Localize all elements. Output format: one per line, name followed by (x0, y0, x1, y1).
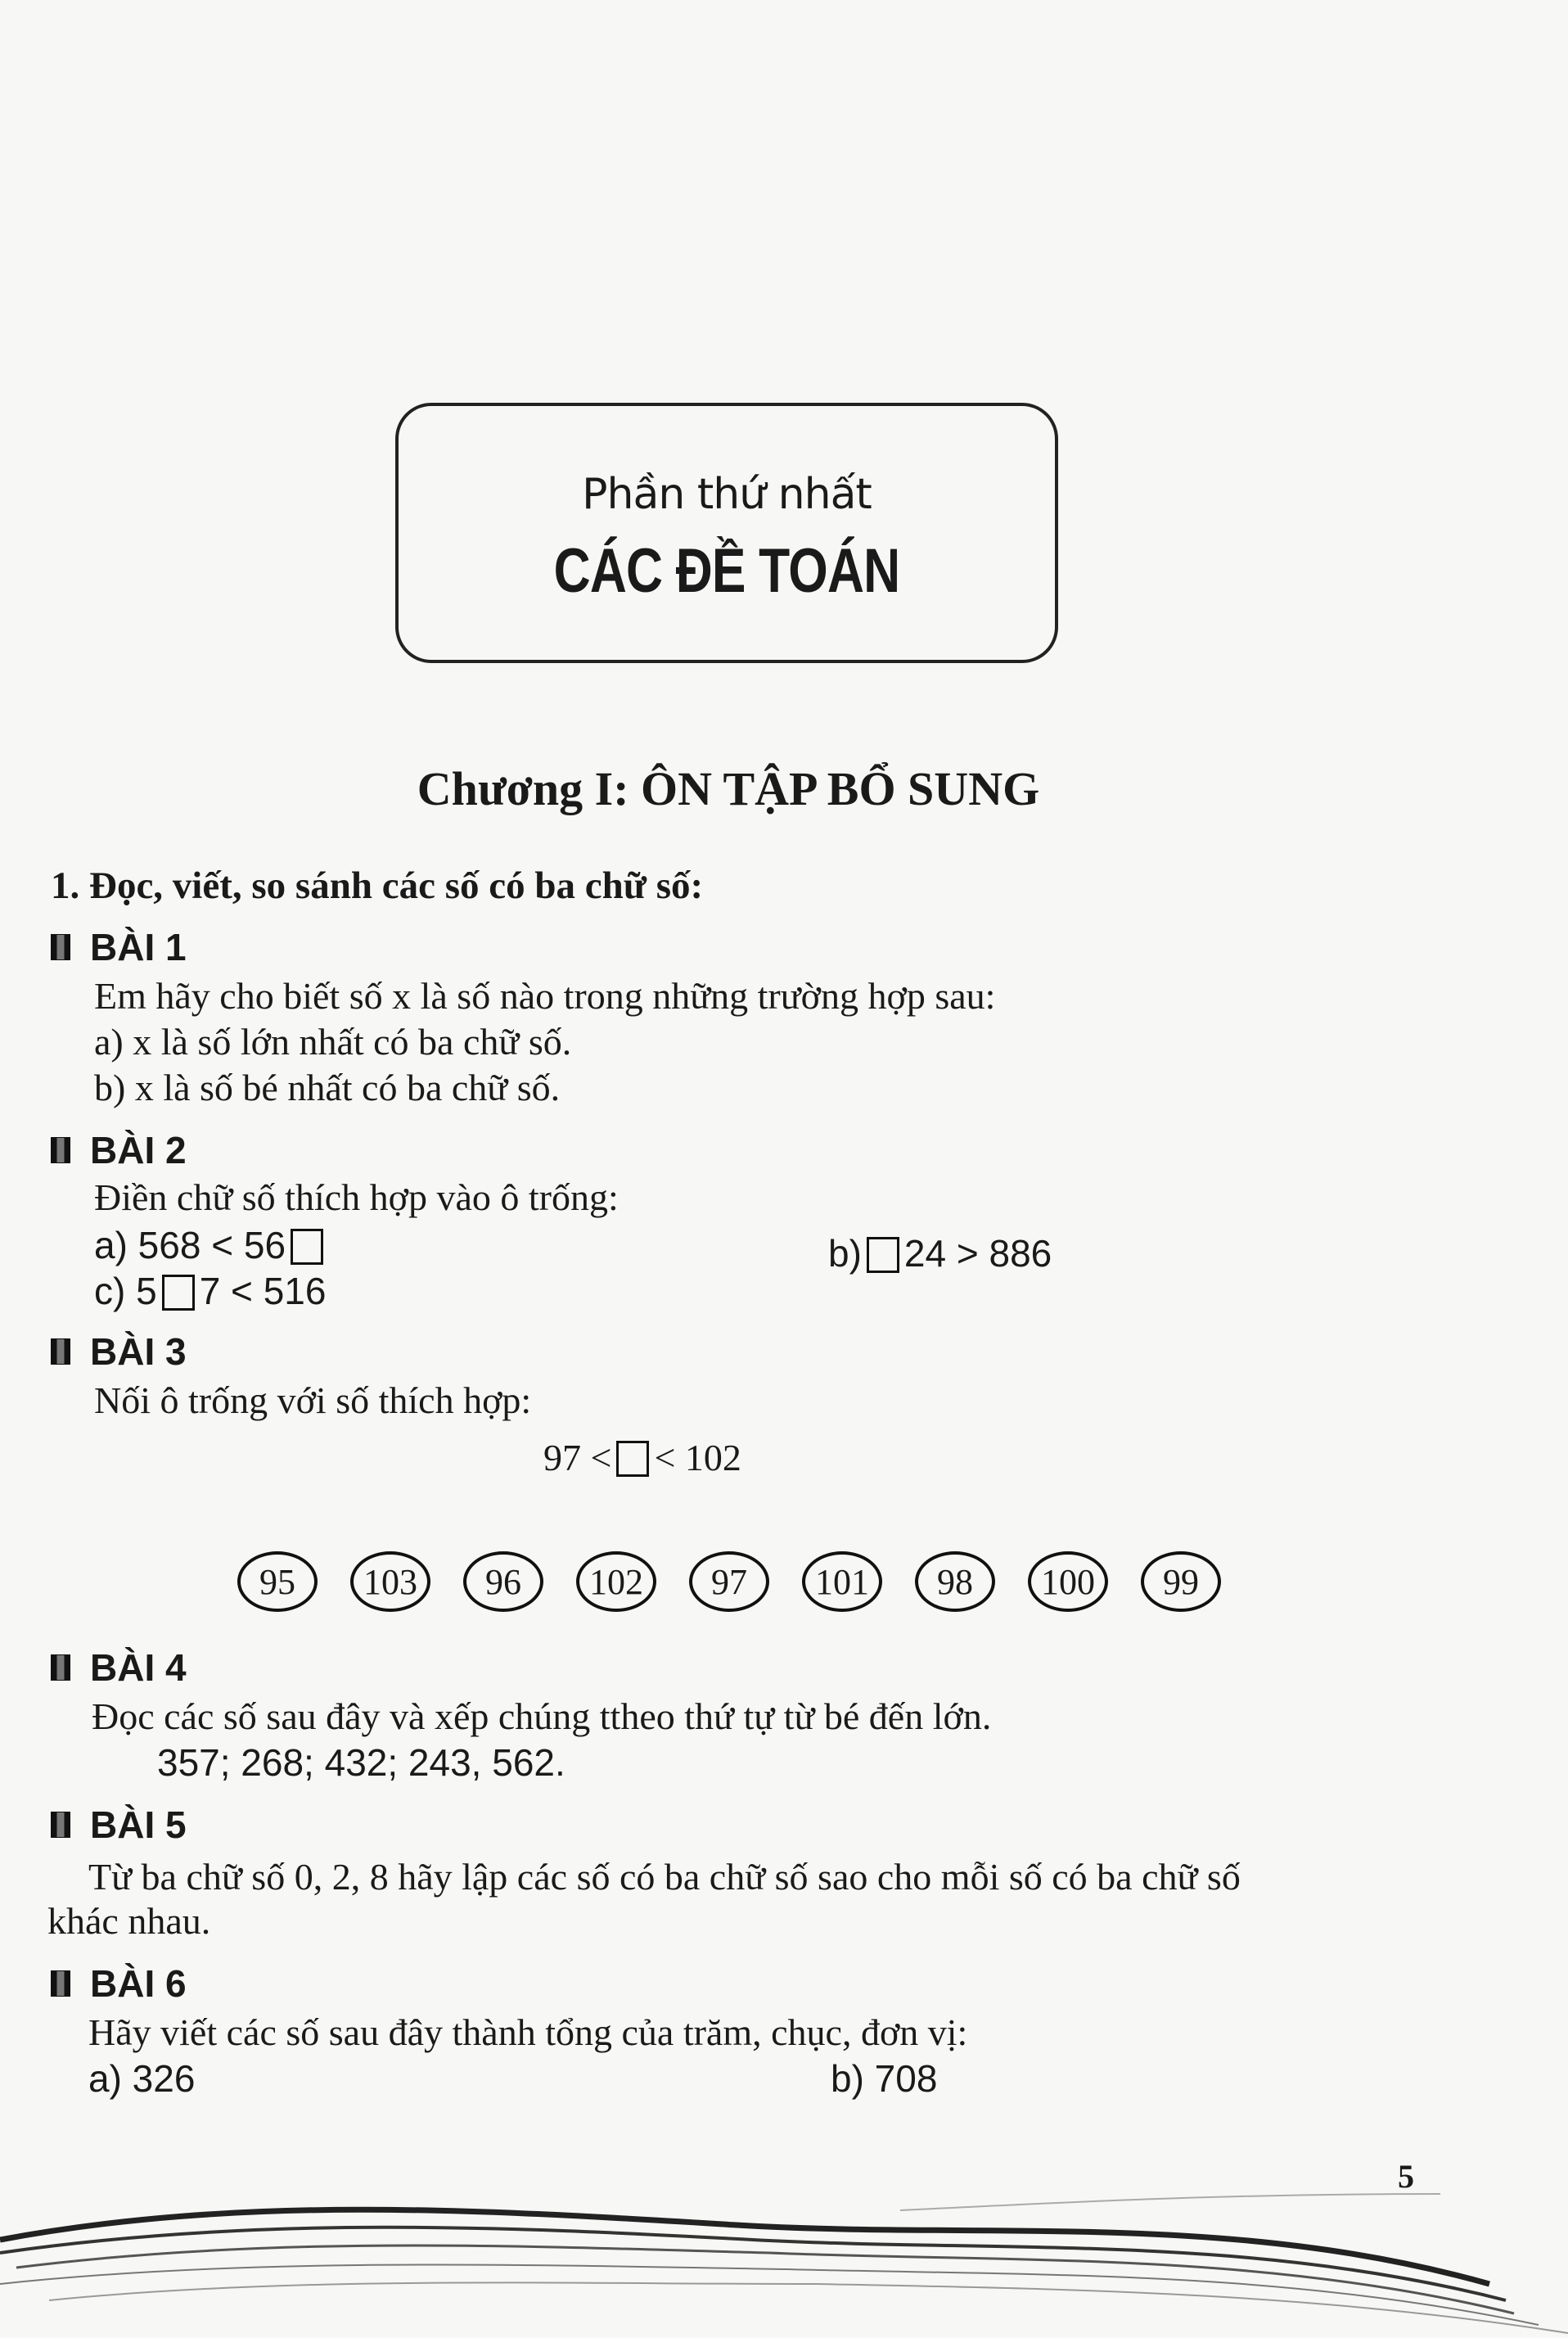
square-bullet-icon (51, 1654, 70, 1681)
main-title: CÁC ĐỀ TOÁN (553, 536, 900, 606)
bai1-heading (51, 925, 187, 969)
bai2-item-b-text: 24 > 886 (903, 1232, 1052, 1275)
answer-box (162, 1275, 195, 1311)
choice-circle[interactable]: 100 (1028, 1551, 1108, 1612)
bai3-heading (51, 1329, 187, 1374)
bai2-item-c (94, 1269, 326, 1313)
bai1-item-b: b) x là số bé nhất có ba chữ số. (94, 1067, 561, 1108)
bai2-item-c-before: c) 5 (94, 1270, 157, 1312)
bai5-heading-label: BÀI 5 (90, 1803, 187, 1846)
choice-circle[interactable]: 101 (802, 1551, 882, 1612)
bai5-prompt-line1: Từ ba chữ số 0, 2, 8 hãy lập các số có ba chữ số sao cho mỗi số có ba chữ số (88, 1856, 1241, 1898)
bai1-item-a: a) x là số lớn nhất có ba chữ số. (94, 1021, 572, 1063)
bai4-heading (51, 1645, 187, 1690)
bai3-inequality-left: 97 < (543, 1437, 612, 1478)
bai5-prompt-line2: khác nhau. (47, 1900, 211, 1942)
bai3-heading-label: BÀI 3 (90, 1330, 187, 1373)
choice-circle[interactable]: 102 (576, 1551, 656, 1612)
bai3-inequality-right: < 102 (654, 1437, 741, 1478)
square-bullet-icon (51, 1137, 70, 1163)
choice-circle[interactable]: 103 (350, 1551, 430, 1612)
bai6-item-b: b) 708 (831, 2057, 938, 2100)
bai2-item-a (94, 1223, 328, 1267)
chapter-title: Chương I: ÔN TẬP BỔ SUNG (417, 762, 1040, 815)
bai2-heading (51, 1128, 187, 1172)
bai2-heading-label: BÀI 2 (90, 1129, 187, 1171)
choice-circle[interactable]: 99 (1141, 1551, 1221, 1612)
answer-box (291, 1229, 323, 1265)
choice-circle[interactable]: 98 (915, 1551, 995, 1612)
part-label: Phần thứ nhất (582, 470, 872, 519)
bai2-prompt: Điền chữ số thích hợp vào ô trống: (94, 1176, 619, 1218)
bai6-heading-label: BÀI 6 (90, 1962, 187, 2005)
bai4-prompt: Đọc các số sau đây và xếp chúng ttheo thứ tự từ bé đến lớn. (92, 1695, 992, 1737)
choice-circle[interactable]: 97 (689, 1551, 769, 1612)
bai1-prompt: Em hãy cho biết số x là số nào trong những trường hợp sau: (94, 975, 996, 1017)
bai4-heading-label: BÀI 4 (90, 1646, 187, 1689)
choice-circle[interactable]: 95 (237, 1551, 318, 1612)
bai2-item-b-label: b) (828, 1232, 862, 1275)
page-number: 5 (1398, 2158, 1414, 2195)
bai6-prompt: Hãy viết các số sau đây thành tổng của trăm, chục, đơn vị: (88, 2011, 968, 2053)
bai6-item-a: a) 326 (88, 2057, 196, 2100)
bai4-numbers: 357; 268; 432; 243, 562. (157, 1741, 565, 1784)
answer-box (867, 1237, 899, 1273)
bai3-prompt: Nối ô trống với số thích hợp: (94, 1379, 532, 1421)
bai6-heading (51, 1961, 187, 2006)
square-bullet-icon (51, 1812, 70, 1838)
square-bullet-icon (51, 1338, 70, 1365)
bai2-item-a-text: a) 568 < 56 (94, 1224, 286, 1266)
bai1-heading-label: BÀI 1 (90, 926, 187, 968)
answer-box (616, 1441, 649, 1477)
bai3-inequality (543, 1436, 741, 1479)
bai5-heading (51, 1803, 187, 1847)
choice-circle[interactable]: 96 (463, 1551, 543, 1612)
square-bullet-icon (51, 934, 70, 960)
square-bullet-icon (51, 1970, 70, 1997)
part-title-box (395, 403, 1058, 663)
bai2-item-c-after: 7 < 516 (199, 1270, 327, 1312)
section-title: 1. Đọc, viết, so sánh các số có ba chữ số: (51, 864, 704, 907)
bai2-item-b (828, 1231, 1052, 1275)
decorative-swoosh-icon (0, 2161, 1568, 2338)
